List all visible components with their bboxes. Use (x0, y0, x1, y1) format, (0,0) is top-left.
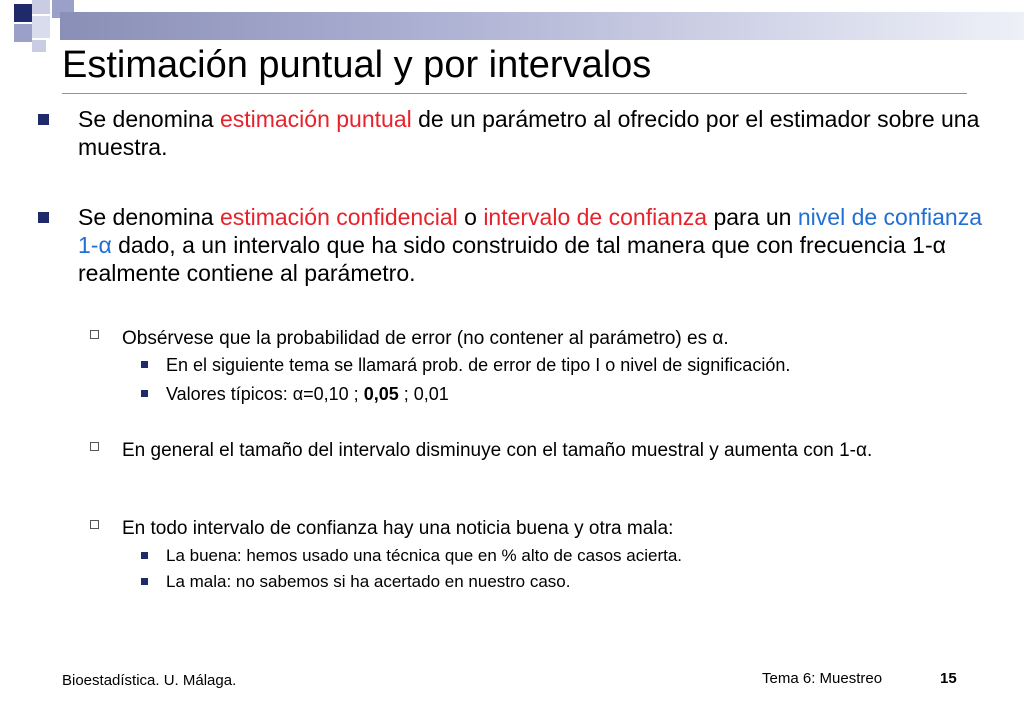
footer-institution: Bioestadística. U. Málaga. (62, 672, 237, 689)
subbullet-text: Obsérvese que la probabilidad de error (no contener al parámetro) es α. (122, 328, 729, 349)
slide-title: Estimación puntual y por intervalos (62, 44, 652, 86)
footer-topic: Tema 6: Muestreo (762, 670, 883, 687)
decor-square-4 (14, 24, 32, 42)
small-square-bullet-icon (141, 552, 148, 559)
text-span: Se denomina (78, 106, 220, 132)
highlight-estimacion-puntual: estimación puntual (219, 106, 412, 132)
subsubbullet-text: La mala: no sabemos si ha acertado en nuestro caso. (166, 572, 571, 591)
text-span: Valores típicos: α=0,10 ; (166, 384, 364, 404)
subsubbullet-la-mala (141, 571, 991, 593)
subbullet-text: En general el tamaño del intervalo disminuye con el tamaño muestral y aumenta con 1-α. (122, 440, 873, 461)
decor-square-2 (32, 0, 50, 14)
bullet-estimacion-puntual (38, 105, 988, 161)
bold-value: 0,05 (363, 384, 399, 404)
bullet-text (78, 203, 988, 287)
small-square-bullet-icon (141, 361, 148, 368)
hollow-square-bullet-icon (90, 442, 99, 451)
text-span: o (457, 204, 484, 230)
decor-square-5 (32, 16, 50, 38)
page-number: 15 (940, 670, 957, 687)
subsubbullet-text (166, 383, 991, 405)
subsubbullet-la-buena (141, 545, 991, 567)
title-rule (62, 93, 967, 94)
text-span: ; 0,01 (398, 384, 449, 404)
text-span: para un (707, 204, 798, 230)
subsubbullet-valores-tipicos (141, 383, 991, 405)
text-span: dado, a un intervalo que ha sido construido de tal manera que con frecuencia 1-α realmente contiene al parámetro. (78, 232, 946, 286)
text-span: Se denomina (78, 204, 220, 230)
header-bar (60, 12, 1024, 40)
bullet-estimacion-confidencial (38, 203, 988, 287)
square-bullet-icon (38, 212, 49, 223)
subbullet-noticia-buena-mala (90, 517, 980, 540)
bullet-text (78, 105, 988, 161)
highlight-nivel-confianza: nivel de confianza 1-α (78, 204, 982, 258)
highlight-intervalo-confianza: intervalo de confianza (483, 204, 708, 230)
highlight-estimacion-confidencial: estimación confidencial (219, 204, 458, 230)
subsubbullet-text: En el siguiente tema se llamará prob. de error de tipo I o nivel de significación. (166, 355, 791, 375)
subbullet-probabilidad-error (90, 327, 980, 350)
subsubbullet-text: La buena: hemos usado una técnica que en % alto de casos acierta. (166, 546, 683, 565)
decor-square-1 (14, 4, 32, 22)
decor-square-6 (32, 40, 46, 52)
small-square-bullet-icon (141, 578, 148, 585)
square-bullet-icon (38, 114, 49, 125)
subbullet-tamano-intervalo (90, 439, 980, 462)
subbullet-text: En todo intervalo de confianza hay una noticia buena y otra mala: (122, 518, 674, 539)
hollow-square-bullet-icon (90, 520, 99, 529)
small-square-bullet-icon (141, 390, 148, 397)
hollow-square-bullet-icon (90, 330, 99, 339)
subsubbullet-tipo-i (141, 354, 991, 376)
text-span: de un parámetro al ofrecido por el estimador sobre una muestra. (78, 106, 980, 160)
